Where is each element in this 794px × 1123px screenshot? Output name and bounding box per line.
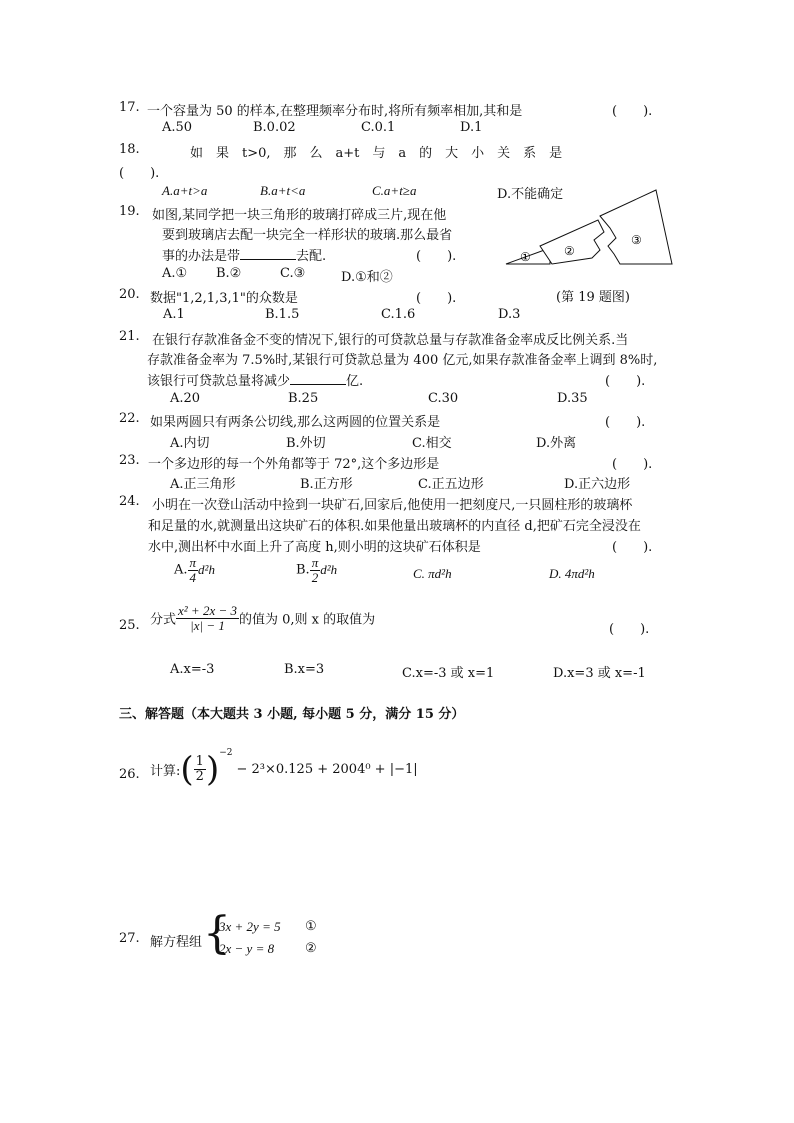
q24-number: 24.: [119, 494, 140, 509]
q19-line2: 要到玻璃店去配一块完全一样形状的玻璃.那么最省: [162, 228, 453, 243]
q18-option-b: B.a+t<a: [260, 183, 306, 198]
q27-brace: {: [203, 908, 231, 959]
q22-text: 如果两圆只有两条公切线,那么这两圆的位置关系是: [150, 415, 441, 430]
q24-b-prefix: B.: [296, 562, 310, 578]
q26-left-paren: (: [180, 749, 194, 790]
q24-a-den: 4: [189, 569, 197, 585]
q26-exponent: −2: [219, 748, 233, 758]
section-3-heading: 三、解答题（本大题共 3 小题, 每小题 5 分，满分 15 分）: [119, 707, 465, 722]
q19-line1: 如图,某同学把一块三角形的玻璃打碎成三片,现在他: [152, 208, 447, 223]
q22-option-c: C.相交: [412, 436, 452, 451]
q20-answer-paren: ( ).: [416, 291, 457, 306]
q22-option-a: A.内切: [170, 436, 210, 451]
glass-piece-3: [600, 190, 672, 264]
q24-line3: 水中,测出杯中水面上升了高度 h,则小明的这块矿石体积是: [148, 540, 481, 555]
q26-rest: − 2³×0.125 + 2004⁰ + |−1|: [236, 762, 418, 777]
q25-number: 25.: [119, 618, 140, 633]
q21-line3-end: 亿.: [346, 374, 364, 389]
q24-option-b: [296, 556, 337, 584]
q19-answer-paren: ( ).: [416, 249, 457, 264]
q23-option-d: D.正六边形: [564, 477, 631, 492]
q21-line2: 存款准备金率为 7.5%时,某银行可贷款总量为 400 亿元,如果存款准备金率上调到 8%时,: [147, 353, 658, 368]
q17-option-a: A.50: [162, 120, 193, 135]
q24-line1: 小明在一次登山活动中捡到一块矿石,回家后,他使用一把刻度尺,一只圆柱形的玻璃杯: [152, 498, 633, 513]
q17-option-b: B.0.02: [253, 120, 296, 135]
q23-text: 一个多边形的每一个外角都等于 72°,这个多边形是: [148, 457, 440, 472]
q27-label: 解方程组: [150, 935, 203, 950]
q21-option-b: B.25: [288, 391, 319, 406]
q19-option-a: A.①: [162, 266, 188, 281]
q25-denominator: |x| − 1: [190, 617, 225, 633]
q23-number: 23.: [119, 453, 140, 468]
q18-text: 如 果 t>0, 那 么 a+t 与 a 的 大 小 关 系 是: [190, 146, 563, 161]
q24-line2: 和足量的水,就测量出这块矿石的体积.如果他量出玻璃杯的内直径 d,把矿石完全浸没在: [148, 519, 641, 534]
q21-line1: 在银行存款准备金不变的情况下,银行的可贷款总量与存款准备金率成反比例关系.当: [152, 333, 629, 348]
q18-option-c: C.a+t≥a: [372, 183, 417, 198]
q17-option-c: C.0.1: [361, 120, 396, 135]
q26-expression: [150, 748, 418, 790]
q21-number: 21.: [119, 329, 140, 344]
q25-fraction: [176, 604, 239, 632]
q21-option-c: C.30: [428, 391, 459, 406]
q23-option-b: B.正方形: [300, 477, 353, 492]
piece-label-2: ②: [564, 244, 575, 258]
q21-option-d: D.35: [557, 391, 588, 406]
q24-a-num: π: [189, 555, 197, 570]
q25-option-a: A.x=-3: [170, 662, 215, 677]
q18-answer-paren: ( ).: [119, 166, 160, 181]
q22-number: 22.: [119, 411, 140, 426]
q25-option-b: B.x=3: [284, 662, 325, 677]
q19-option-b: B.②: [216, 266, 242, 281]
q25-option-d: D.x=3 或 x=-1: [553, 666, 646, 681]
q24-option-a: [174, 556, 215, 584]
q19-figure-caption: (第 19 题图): [556, 290, 630, 305]
q21-answer-paren: ( ).: [605, 374, 646, 389]
q24-a-prefix: A.: [174, 562, 188, 578]
q25-text: 的值为 0,则 x 的取值为: [239, 612, 376, 628]
q26-number: 26.: [119, 767, 140, 782]
q27-equation-2: 2x − y = 8: [219, 941, 275, 956]
q20-option-c: C.1.6: [381, 307, 416, 322]
q17-answer-paren: ( ).: [612, 104, 653, 119]
q27-number: 27.: [119, 931, 140, 946]
q19-line3-end: 去配.: [296, 249, 327, 264]
q26-fraction: [194, 755, 206, 783]
q24-b-den: 2: [311, 569, 319, 585]
q18-option-a: A.a+t>a: [162, 183, 208, 198]
q24-b-num: π: [311, 555, 319, 570]
q20-option-b: B.1.5: [265, 307, 300, 322]
piece-label-1: ①: [520, 250, 531, 264]
q17-text: 一个容量为 50 的样本,在整理频率分布时,将所有频率相加,其和是: [147, 104, 523, 119]
q27-marker-1: ①: [305, 919, 317, 934]
q27-marker-2: ②: [305, 941, 317, 956]
q19-line3: [162, 245, 326, 264]
q19-blank: [240, 247, 296, 260]
q26-frac-num: 1: [195, 754, 204, 770]
q22-option-d: D.外离: [536, 436, 577, 451]
q18-number: 18.: [119, 142, 140, 157]
q27-equation-1: 3x + 2y = 5: [219, 919, 281, 934]
q18-option-d: D.不能确定: [497, 187, 564, 202]
q25-option-c: C.x=-3 或 x=1: [402, 666, 495, 681]
q20-option-d: D.3: [498, 307, 521, 322]
q23-option-a: A.正三角形: [170, 477, 236, 492]
q21-line3: [147, 370, 363, 389]
q19-option-c: C.③: [280, 266, 306, 281]
q19-line3-start: 事的办法是带: [162, 249, 241, 264]
q19-broken-glass-figure: [500, 184, 680, 274]
q24-b-fraction: [310, 556, 321, 584]
q20-text: 数据"1,2,1,3,1"的众数是: [150, 291, 298, 306]
q20-number: 20.: [119, 287, 140, 302]
q25-answer-paren: ( ).: [609, 622, 650, 637]
q22-answer-paren: ( ).: [605, 415, 646, 430]
q24-answer-paren: ( ).: [612, 540, 653, 555]
q22-option-b: B.外切: [286, 436, 326, 451]
q23-answer-paren: ( ).: [612, 457, 653, 472]
q24-b-tail: d²h: [320, 562, 338, 578]
q17-option-d: D.1: [460, 120, 483, 135]
q21-line3-start: 该银行可贷款总量将减少: [147, 374, 291, 389]
q19-option-d: D.①和②: [341, 270, 393, 285]
q25-numerator: x² + 2x − 3: [178, 603, 237, 618]
q24-a-tail: d²h: [198, 562, 215, 578]
piece-label-3: ③: [631, 233, 642, 247]
q26-right-paren: ): [205, 749, 220, 790]
q20-option-a: A.1: [163, 307, 185, 322]
q25-prefix: 分式: [150, 612, 177, 628]
q21-option-a: A.20: [170, 391, 201, 406]
q23-option-c: C.正五边形: [418, 477, 484, 492]
q19-number: 19.: [119, 204, 140, 219]
q26-frac-den: 2: [195, 769, 204, 784]
q24-option-d: D. 4πd²h: [549, 566, 595, 581]
q24-a-fraction: [188, 556, 199, 584]
q24-option-c: C. πd²h: [413, 566, 452, 581]
q17-number: 17.: [119, 100, 140, 115]
q21-blank: [290, 372, 346, 385]
q26-label: 计算:: [150, 764, 181, 779]
q25-expression: [150, 604, 375, 632]
